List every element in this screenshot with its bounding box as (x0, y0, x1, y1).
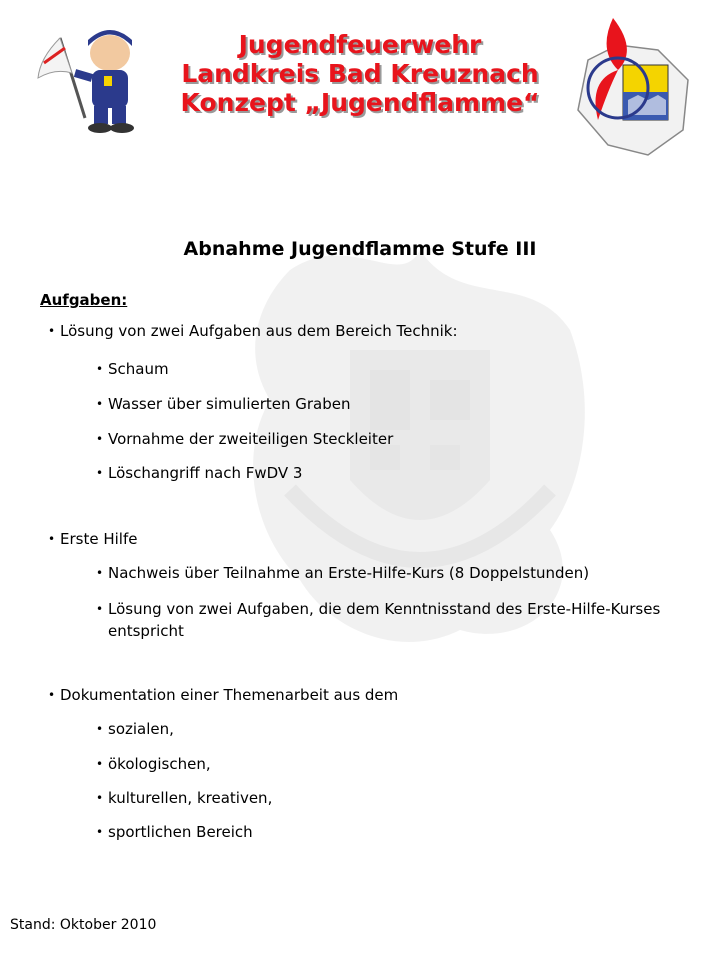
list-item (96, 393, 720, 415)
aufgaben-heading: Aufgaben: (40, 291, 128, 309)
list-item-text: kulturellen, kreativen, (108, 789, 273, 807)
list-item (96, 718, 720, 740)
list-item (48, 320, 710, 342)
list-item (96, 753, 720, 775)
list-item-text: Lösung von zwei Aufgaben, die dem Kenntnisstand des Erste-Hilfe-Kurses entspricht (108, 600, 661, 640)
bullet-icon: • (96, 602, 104, 616)
list-item-text: Vornahme der zweiteiligen Steckleiter (108, 430, 394, 448)
list-item-text: ökologischen, (108, 755, 211, 773)
list-item-text: sozialen, (108, 720, 174, 738)
list-item (96, 821, 720, 843)
bullet-icon: • (48, 324, 56, 338)
list-item-text: Löschangriff nach FwDV 3 (108, 464, 303, 482)
list-item (96, 358, 720, 380)
footer-date: Stand: Oktober 2010 (10, 917, 157, 933)
header (160, 30, 560, 117)
list-item (96, 787, 720, 809)
list-item-text: Dokumentation einer Themenarbeit aus dem (60, 686, 399, 704)
bullet-icon: • (96, 722, 104, 736)
list-item (96, 462, 720, 484)
list-item-text: Lösung von zwei Aufgaben aus dem Bereich Technik: (60, 322, 458, 340)
header-line-3: Konzept „Jugendflamme“ (180, 88, 540, 117)
header-line-2: Landkreis Bad Kreuznach (181, 59, 539, 88)
page-title: Abnahme Jugendflamme Stufe III (183, 238, 537, 260)
bullet-icon: • (48, 688, 56, 702)
bullet-icon: • (96, 397, 104, 411)
list-item (96, 562, 720, 584)
bullet-icon: • (96, 791, 104, 805)
list-item-text: Nachweis über Teilnahme an Erste-Hilfe-Kurs (8 Doppelstunden) (108, 564, 590, 582)
list-item-text: sportlichen Bereich (108, 823, 253, 841)
list-item (96, 598, 668, 642)
bullet-icon: • (96, 466, 104, 480)
bullet-icon: • (96, 825, 104, 839)
bullet-icon: • (96, 757, 104, 771)
list-item-text: Schaum (108, 360, 169, 378)
list-item (48, 684, 710, 706)
bullet-icon: • (96, 566, 104, 580)
list-item (96, 428, 720, 450)
list-item-text: Wasser über simulierten Graben (108, 395, 351, 413)
bullet-icon: • (96, 362, 104, 376)
list-item (48, 528, 710, 550)
landkreis-flame-logo (568, 10, 698, 160)
list-item-text: Erste Hilfe (60, 530, 138, 548)
header-line-1: Jugendfeuerwehr (238, 30, 482, 59)
bullet-icon: • (48, 532, 56, 546)
bullet-icon: • (96, 432, 104, 446)
jugendfeuerwehr-mascot-logo (30, 18, 150, 138)
